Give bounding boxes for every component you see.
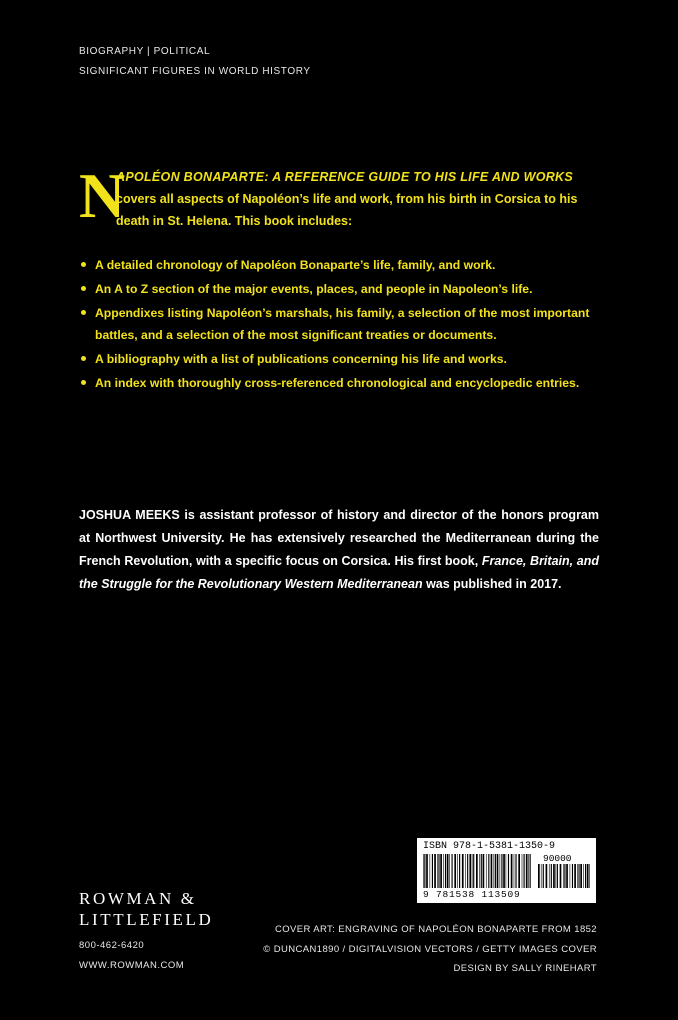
credits-line-3: DESIGN BY SALLY RINEHART <box>453 963 597 974</box>
list-item <box>79 254 599 276</box>
barcode-bar <box>528 854 529 888</box>
barcode-bar <box>440 854 442 888</box>
barcode-bar <box>488 854 489 888</box>
barcode-bar <box>538 864 540 888</box>
intro-block <box>79 160 609 232</box>
barcode-bar <box>585 864 586 888</box>
list-item-text: A detailed chronology of Napoléon Bonaparte’s life, family, and work. <box>95 258 496 272</box>
author-book-title: France, Britain, and the Struggle for the Revolutionary Western Mediterranean <box>79 554 599 591</box>
barcode-bar <box>454 854 456 888</box>
barcode-bar <box>524 854 525 888</box>
bullet-icon <box>81 380 86 385</box>
barcode-bar <box>553 864 555 888</box>
publisher-phone: 800-462-6420 <box>79 940 145 951</box>
price-code: 90000 <box>543 853 572 864</box>
barcode-bar <box>491 854 493 888</box>
barcode-bar <box>462 854 464 888</box>
list-item <box>79 348 599 370</box>
barcode-bar <box>497 854 499 888</box>
list-item <box>79 302 599 346</box>
barcode-bar <box>437 854 438 888</box>
barcode-bar <box>423 854 424 888</box>
barcode-bar <box>508 854 509 888</box>
barcode-bar <box>501 854 502 888</box>
barcode-bar <box>522 854 523 888</box>
barcode-bar <box>438 854 439 888</box>
barcode-bar <box>473 854 474 888</box>
list-item-text: Appendixes listing Napoléon’s marshals, his family, a selection of the most important battles, and a selection of the most significant treaties or documents. <box>95 306 590 342</box>
category-line-2: SIGNIFICANT FIGURES IN WORLD HISTORY <box>79 66 311 77</box>
bullet-icon <box>81 262 86 267</box>
book-title: APOLÉON BONAPARTE: A REFERENCE GUIDE TO HIS LIFE AND WORKS <box>116 170 574 184</box>
price-barcode-bars <box>538 864 590 888</box>
barcode-bar <box>578 864 579 888</box>
barcode-bar <box>459 854 460 888</box>
category-line-1: BIOGRAPHY | POLITICAL <box>79 46 211 57</box>
barcode-bar <box>452 854 453 888</box>
intro-text <box>116 166 609 232</box>
barcode-bar <box>514 854 515 888</box>
barcode-bar <box>500 854 501 888</box>
barcode-bar <box>426 854 428 888</box>
bullet-icon <box>81 356 86 361</box>
barcode-bar <box>530 854 531 888</box>
barcode-bar <box>494 854 495 888</box>
barcode-bars <box>423 854 531 888</box>
barcode-bar <box>486 854 487 888</box>
publisher-name-line-2: LITTLEFIELD <box>79 910 214 929</box>
barcode-bar <box>434 854 436 888</box>
barcode-bar <box>467 854 468 888</box>
barcode-bar <box>560 864 562 888</box>
barcode-bar <box>546 864 548 888</box>
barcode-bar <box>574 864 576 888</box>
barcode-bar <box>556 864 557 888</box>
author-bio <box>79 504 599 596</box>
barcode-bar <box>465 854 466 888</box>
author-bio-text-2: was published in 2017. <box>422 577 562 591</box>
barcode-bar <box>457 854 458 888</box>
barcode-bar <box>572 864 573 888</box>
barcode-bar <box>430 854 431 888</box>
barcode-bar <box>469 854 471 888</box>
barcode-bar <box>479 854 480 888</box>
publisher-logo <box>79 888 213 930</box>
barcode-bar <box>447 854 449 888</box>
list-item <box>79 372 599 394</box>
barcode-bar <box>541 864 542 888</box>
barcode-bar <box>577 864 578 888</box>
barcode-bar <box>449 854 450 888</box>
publisher-website: WWW.ROWMAN.COM <box>79 960 185 971</box>
barcode-bar <box>580 864 582 888</box>
cover-credits <box>263 920 597 979</box>
barcode-bar <box>503 854 505 888</box>
barcode-number: 9 781538 113509 <box>423 889 521 900</box>
credits-line-1: COVER ART: ENGRAVING OF NAPOLÉON BONAPARTE FROM 1852 <box>274 924 597 935</box>
list-item-text: An A to Z section of the major events, places, and people in Napoleon’s life. <box>95 282 533 296</box>
publisher-name-line-1: ROWMAN & <box>79 889 197 908</box>
barcode-bar <box>424 854 425 888</box>
barcode-bar <box>443 854 444 888</box>
barcode-bar <box>583 864 584 888</box>
barcode-bar <box>557 864 558 888</box>
barcode-bar <box>549 864 550 888</box>
barcode-bar <box>551 864 552 888</box>
barcode-bar <box>506 854 507 888</box>
bullet-icon <box>81 286 86 291</box>
barcode-bar <box>445 854 446 888</box>
barcode-bar <box>472 854 473 888</box>
list-item <box>79 278 599 300</box>
list-item-text: An index with thoroughly cross-referenced chronological and encyclopedic entries. <box>95 376 580 390</box>
barcode-bar <box>511 854 513 888</box>
barcode-bar <box>566 864 568 888</box>
barcode-bar <box>589 864 590 888</box>
isbn-label: ISBN 978-1-5381-1350-9 <box>423 841 556 852</box>
barcode-bar <box>495 854 496 888</box>
bullet-icon <box>81 310 86 315</box>
list-item-text: A bibliography with a list of publications concerning his life and works. <box>95 352 507 366</box>
barcode-bar <box>564 864 565 888</box>
barcode-bar <box>570 864 571 888</box>
barcode-bar <box>476 854 478 888</box>
barcode-bar <box>481 854 482 888</box>
feature-list <box>79 254 599 396</box>
barcode-bar <box>515 854 516 888</box>
intro-body: covers all aspects of Napoléon’s life and work, from his birth in Corsica to his death in St. Helena. This book includes: <box>116 192 578 228</box>
barcode-bar <box>587 864 589 888</box>
barcode-bar <box>518 854 520 888</box>
barcode-bar <box>432 854 433 888</box>
barcode-bar <box>526 854 528 888</box>
isbn-barcode <box>417 838 596 903</box>
drop-cap: N <box>79 160 126 231</box>
author-bio-text-1: JOSHUA MEEKS is assistant professor of history and director of the honors program at Northwest University. He has extensively researched the Mediterranean during the French Revolution, with a specific focus on Corsica. His first book, <box>79 508 599 568</box>
credits-line-2: © DUNCAN1890 / DIGITALVISION VECTORS / GETTY IMAGES COVER <box>263 943 597 955</box>
barcode-bar <box>483 854 485 888</box>
barcode-bar <box>543 864 544 888</box>
barcode-bar <box>563 864 564 888</box>
